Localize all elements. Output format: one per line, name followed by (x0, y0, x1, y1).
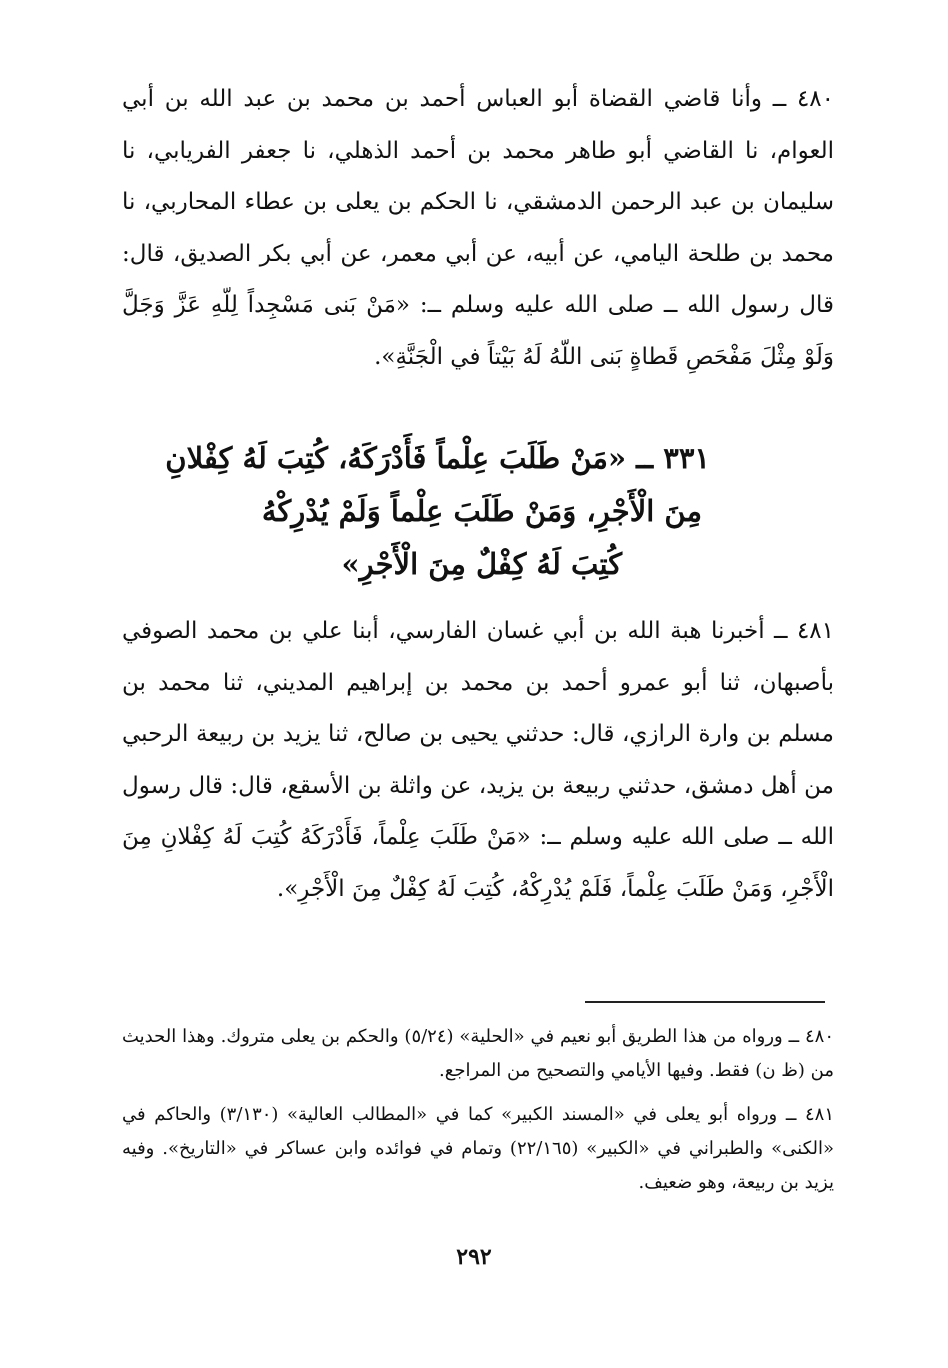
heading-line-3: كُتِبَ لَهُ كِفْلٌ مِنَ الْأَجْرِ» (341, 547, 622, 581)
page-number: ٢٩٢ (456, 1244, 492, 1270)
hadith-paragraph-480: ٤٨٠ ــ وأنا قاضي القضاة أبو العباس أحمد بن محمد بن عبد الله بن أبي العوام، نا القاضي أبو طاهر محمد بن أحمد الذهلي، نا جعفر الفريابي، نا سليمان بن عبد الرحمن الدمشقي، نا الحكم بن يعلى بن عطاء المحاربي، نا محمد بن طلحة اليامي، عن أبيه، عن أبي معمر، عن أبي بكر الصديق، قال: قال رسول الله ــ صلى الله عليه وسلم ــ: «مَنْ بَنى مَسْجِداً لِلّهِ عَزَّ وَجَلَّ وَلَوْ مِثْلَ مَفْحَصِ قَطاةٍ بَنى اللّهُ لَهُ بَيْتاً في الْجَنَّةِ». (122, 86, 834, 370)
footnote-481: ٤٨١ ــ ورواه أبو يعلى في «المسند الكبير» كما في «المطالب العالية» (٣/١٣٠) والحاكم في «الكنى» والطبراني في «الكبير» (٢٢/١٦٥) وتمام في فوائده وابن عساكر في «التاريخ». وفيه يزيد بن ربيعة، وهو ضعيف. (122, 1104, 835, 1193)
hadith-paragraph-481: ٤٨١ ــ أخبرنا هبة الله بن أبي غسان الفارسي، أبنا علي بن محمد الصوفي بأصبهان، ثنا أبو عمرو أحمد بن محمد بن إبراهيم المديني، ثنا محمد بن مسلم بن وارة الرازي، قال: حدثني يحيى بن صالح، ثنا يزيد بن ربيعة الرحبي من أهل دمشق، حدثني ربيعة بن يزيد، عن واثلة بن الأسقع، قال: قال رسول الله ــ صلى الله عليه وسلم ــ: «مَنْ طَلَبَ عِلْماً، فَأَدْرَكَهُ كُتِبَ لَهُ كِفْلانِ مِنَ الْأَجْرِ، وَمَنْ طَلَبَ عِلْماً، فَلَمْ يُدْرِكْهُ، كُتِبَ لَهُ كِفْلٌ مِنَ الْأَجْرِ». (122, 618, 834, 902)
heading-line-2: مِنَ الْأَجْرِ، وَمَنْ طَلَبَ عِلْماً وَلَمْ يُدْرِكْهُ (261, 494, 702, 528)
footnote-separator (585, 1001, 825, 1003)
footnote-480: ٤٨٠ ــ ورواه من هذا الطريق أبو نعيم في «الحلية» (٥/٢٤) والحكم بن يعلى متروك. وهذا الحديث من (ظ ن) فقط. وفيها الأيامي والتصحيح من المراجع. (122, 1026, 834, 1081)
heading-line-1: ٣٣١ ــ «مَنْ طَلَبَ عِلْماً فَأَدْرَكَهُ، كُتِبَ لَهُ كِفْلانِ (165, 441, 710, 475)
hadith-heading-331 (140, 432, 710, 591)
